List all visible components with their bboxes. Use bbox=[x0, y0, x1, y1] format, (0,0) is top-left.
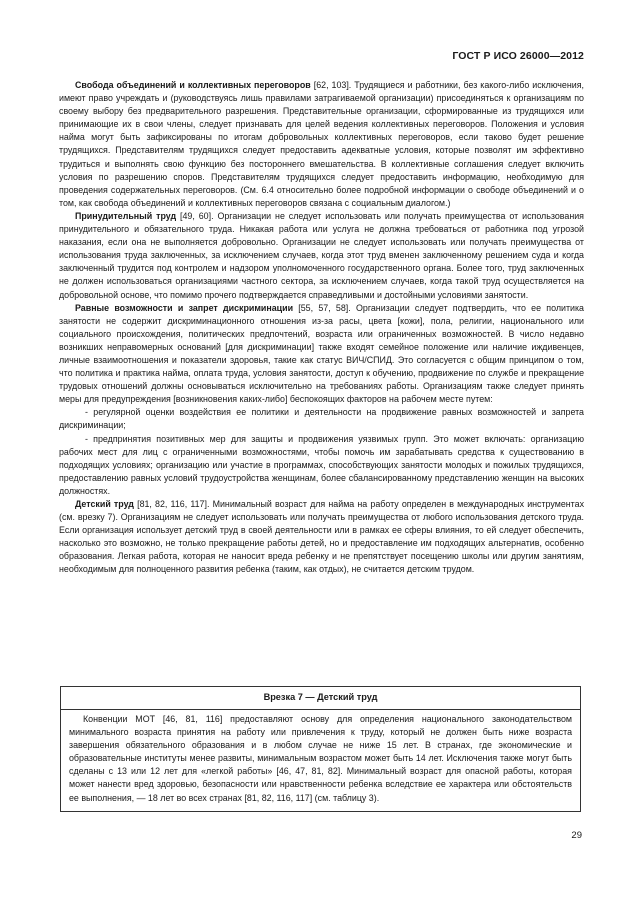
box-divider bbox=[61, 709, 580, 710]
paragraph-text: [49, 60]. Организации не следует использовать или получать преимущества от использования принудительного и обязательного труда. Никакая работа или услуга не должна требоваться от работника под угрозой наказания, если она не выполняется добровольно. Организации не следует использовать или получать преимущества от использования труда заключенных, за исключением случаев, когда этот труд вменен заключенному решением суда и когда заключенный трудится под контролем и надзором уполномоченного государственного органа. Более того, труд заключенных не должен использоваться организациями частного сектора, за исключением случаев, когда такой труд осуществляется на добровольной основе, что помимо прочего подтверждается справедливыми и достойными условиями занятости. bbox=[59, 210, 584, 300]
paragraph-freedom-of-association bbox=[59, 79, 584, 210]
paragraph-text: [81, 82, 116, 117]. Минимальный возраст для найма на работу определен в международных инструментах (см. врезку 7). Организациям не следует использовать или получать преимущества от любого использования детского труда. Если организация использует детский труд в своей деятельности или в рамках ее сферы влияния, то ей следует обеспечить, насколько это возможно, не только прекращение работы детей, но и предоставление им подходящих альтернатив, особенно образования. Легкая работа, которая не наносит вреда ребенку и не препятствует посещению школы или другим занятиям, необходимым для полноценного развития ребенка (таким, как отдых), не считается детским трудом. bbox=[59, 499, 585, 575]
list-item-regular-assessment bbox=[59, 406, 584, 432]
box-text: Конвенции МОТ [46, 81, 116] предоставляют основу для определения национального законодательством минимального возраста принятия на работу или привлечения к труду, который не должен быть ниже возраста завершения обязательного образования и в любом случае не ниже 15 лет. В странах, где экономические и образовательные институты менее развиты, минимальным возрастом может быть 14 лет. Исключения также могут быть сделаны с 13 или 12 лет для «легкой работы» [46, 47, 81, 82]. Минимальный возраст для опасной работы, которая может нанести вред здоровью, безопасности или нравственности ребенка вследствие ее характера или обстоятельств ее выполнения, — 18 лет во всех странах [81, 82, 116, 117] (см. таблицу 3). bbox=[69, 714, 572, 803]
paragraph-text: [62, 103]. Трудящиеся и работники, без какого-либо исключения, имеют право учреждать и (руководствуясь лишь правилами затрагиваемой организации) присоединяться к организациям по своему выбору без предварительного разрешения. Представительные организации, сформированные из трудящихся или принимающие их в свои члены, следует признавать для целей ведения коллективных переговоров. Положения и условия найма могут быть зафиксированы по итогам добровольных коллективных переговоров, если таково будет решение трудящихся. Представителям трудящихся следует предоставить адекватные условия, которые позволят им эффективно трудиться и выполнять свою функцию без постороннего вмешательства. В коллективные соглашения следует включить условия по разрешению споров. Представителям трудящихся следует предоставить информацию, необходимую для проведения содержательных переговоров. (См. 6.4 относительно более подробной информации о свободе объединений и о том, как свобода объединений и коллективных переговоров связана с социальным диалогом.) bbox=[59, 80, 584, 208]
box-child-labour bbox=[60, 686, 581, 812]
main-text bbox=[59, 79, 584, 577]
standard-header: ГОСТ Р ИСО 26000—2012 bbox=[452, 50, 584, 62]
paragraph-forced-labour bbox=[59, 210, 584, 302]
paragraph-heading: Свобода объединений и коллективных переговоров bbox=[75, 80, 311, 90]
paragraph-equal-opportunities bbox=[59, 302, 584, 407]
box-title: Врезка 7 — Детский труд bbox=[263, 692, 378, 702]
page-number: 29 bbox=[571, 830, 582, 841]
list-item-positive-measures bbox=[59, 433, 584, 498]
paragraph-heading: Принудительный труд bbox=[75, 210, 177, 221]
paragraph-heading: Равные возможности и запрет дискриминации bbox=[75, 302, 294, 313]
list-item-text: - регулярной оценки воздействия ее политики и деятельности на продвижение равных возможностей и запрета дискриминации; bbox=[59, 407, 584, 431]
paragraph-child-labour bbox=[59, 498, 584, 577]
list-item-text: - предпринятия позитивных мер для защиты и продвижения уязвимых групп. Это может включать: организацию рабочих мест для лиц с ограниченными возможностями, чтобы помочь им зарабатывать средства к существованию в подходящих условиях; организацию или участие в программах, способствующих занятости молодых и пожилых трудящихся, предоставлению равных условий трудоустройства женщинам, более сбалансированному представлению женщин на высоких должностях. bbox=[59, 433, 584, 496]
paragraph-heading: Детский труд bbox=[75, 499, 134, 509]
paragraph-text: [55, 57, 58]. Организации следует подтвердить, что ее политика занятости не содержит дискриминационного отношения из-за расы, цвета [кожи], пола, религии, национального или социального происхождения, политических предпочтений, возраста или ограниченных возможностей. В число недавно возникших неправомерных оснований [для дискриминации] также входят семейное положение или наличие иждивенцев, личные взаимоотношения и показатели здоровья, такие как статус ВИЧ/СПИД. Это согласуется с общим принципом о том, что политика и практика найма, оплата труда, условия занятости, доступ к обучению, продвижение по службе и прекращение трудовых отношений должны основываться исключительно на требованиях работы. Организациям также следует принять меры для предупреждения [возникновения каких-либо] беспокоящих факторов на рабочем месте путем: bbox=[59, 302, 584, 405]
box-body bbox=[69, 713, 572, 805]
